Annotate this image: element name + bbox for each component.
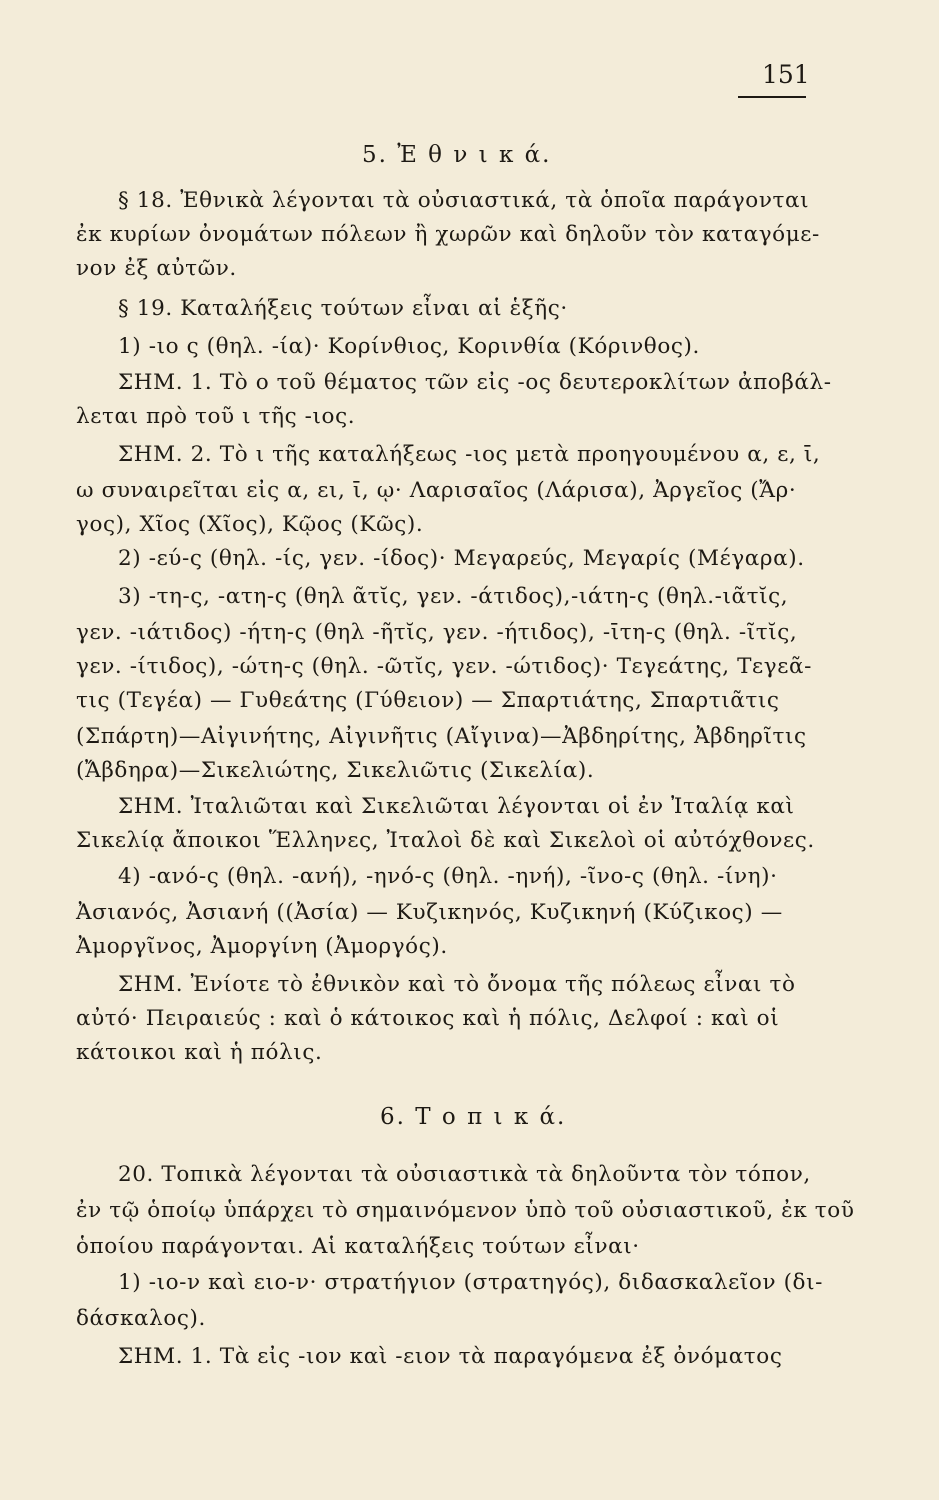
text-line: ΣΗΜ. Ἐνίοτε τὸ ἐθνικὸν καὶ τὸ ὄνομα τῆς πόλεως εἶναι τὸ <box>118 972 796 997</box>
text-line: § 18. Ἐθνικὰ λέγονται τὰ οὐσιαστικά, τὰ ὁποῖα παράγονται <box>118 188 810 213</box>
page-number: 151 <box>762 60 810 89</box>
text-line: γεν. -ίτιδος), -ώτη-ς (θηλ. -ῶτῐς, γεν. -ώτιδος)· Τεγεάτης, Τεγεᾶ- <box>76 654 812 679</box>
text-line: ὁποίου παράγονται. Αἱ καταλήξεις τούτων εἶναι· <box>76 1234 640 1259</box>
text-line: τις (Τεγέα) — Γυθεάτης (Γύθειον) — Σπαρτιάτης, Σπαρτιᾶτις <box>76 688 780 713</box>
text-line: ω συναιρεῖται εἰς α, ει, ῑ, ῳ· Λαρισαῖος (Λάρισα), Ἀργεῖος (Ἄρ· <box>76 478 797 503</box>
text-line: ΣΗΜ. 1. Τὰ εἰς -ιον καὶ -ειον τὰ παραγόμενα ἐξ ὀνόματος <box>118 1344 783 1369</box>
text-line: ἐκ κυρίων ὀνομάτων πόλεων ἢ χωρῶν καὶ δηλοῦν τὸν καταγόμε- <box>76 222 820 247</box>
text-line: δάσκαλος). <box>76 1306 206 1331</box>
text-line: κάτοικοι καὶ ἡ πόλις. <box>76 1040 323 1065</box>
text-line: 2) -εύ-ς (θηλ. -ίς, γεν. -ίδος)· Μεγαρεύς, Μεγαρίς (Μέγαρα). <box>118 546 805 571</box>
text-line: Ἀμοργῖνος, Ἀμοργίνη (Ἀμοργός). <box>76 934 448 959</box>
section-6-heading: 6. Τ ο π ι κ ά. <box>380 1104 567 1130</box>
text-line: (Ἄβδηρα)—Σικελιώτης, Σικελιῶτις (Σικελία). <box>76 758 595 783</box>
page-number-rule <box>738 96 806 98</box>
text-line: ΣΗΜ. 1. Τὸ ο τοῦ θέματος τῶν εἰς -ος δευτεροκλίτων ἀποβάλ- <box>118 370 832 395</box>
text-line: Ἀσιανός, Ἀσιανή ((Ἀσία) — Κυζικηνός, Κυζικηνή (Κύζικος) — <box>76 900 783 925</box>
text-line: ΣΗΜ. 2. Τὸ ι τῆς καταλήξεως -ιος μετὰ προηγουμένου α, ε, ῑ, <box>118 442 821 467</box>
text-line: λεται πρὸ τοῦ ι τῆς -ιος. <box>76 404 356 429</box>
section-5-heading: 5. Ἐ θ ν ι κ ά. <box>362 142 552 168</box>
text-line: ΣΗΜ. Ἰταλιῶται καὶ Σικελιῶται λέγονται οἱ ἐν Ἰταλίᾳ καὶ <box>118 794 795 819</box>
text-line: 1) -ιο ς (θηλ. -ία)· Κορίνθιος, Κορινθία (Κόρινθος). <box>118 334 700 359</box>
text-line: 3) -τη-ς, -ατη-ς (θηλ ᾶτῐς, γεν. -άτιδος),-ιάτη-ς (θηλ.-ιᾶτῐς, <box>118 584 789 609</box>
text-line: νον ἐξ αὐτῶν. <box>76 256 237 281</box>
text-line: ἐν τῷ ὁποίῳ ὑπάρχει τὸ σημαινόμενον ὑπὸ τοῦ οὐσιαστικοῦ, ἐκ τοῦ <box>76 1198 855 1223</box>
text-line: Σικελίᾳ ἄποικοι Ἕλληνες, Ἰταλοὶ δὲ καὶ Σικελοὶ οἱ αὐτόχθονες. <box>76 828 815 853</box>
text-line: 4) -ανό-ς (θηλ. -ανή), -ηνό-ς (θηλ. -ηνή), -ῖνο-ς (θηλ. -ίνη)· <box>118 864 778 889</box>
text-line: 20. Τοπικὰ λέγονται τὰ οὐσιαστικὰ τὰ δηλοῦντα τὸν τόπον, <box>118 1162 811 1187</box>
text-line: αὐτό· Πειραιεύς : καὶ ὁ κάτοικος καὶ ἡ πόλις, Δελφοί : καὶ οἱ <box>76 1006 780 1031</box>
text-line: 1) -ιο-ν καὶ ειο-ν· στρατήγιον (στρατηγός), διδασκαλεῖον (δι- <box>118 1270 823 1295</box>
text-line: γος), Χῖος (Χῖος), Κῷος (Κῶς). <box>76 512 424 537</box>
text-line: § 19. Καταλήξεις τούτων εἶναι αἱ ἑξῆς· <box>118 296 568 321</box>
text-line: (Σπάρτη)—Αἰγινήτης, Αἰγινῆτις (Αἴγινα)—Ἀβδηρίτης, Ἀβδηρῖτις <box>76 724 807 749</box>
text-line: γεν. -ιάτιδος) -ήτη-ς (θηλ -ῆτῐς, γεν. -ήτιδος), -ῑτη-ς (θηλ. -ῖτῐς, <box>76 620 798 645</box>
